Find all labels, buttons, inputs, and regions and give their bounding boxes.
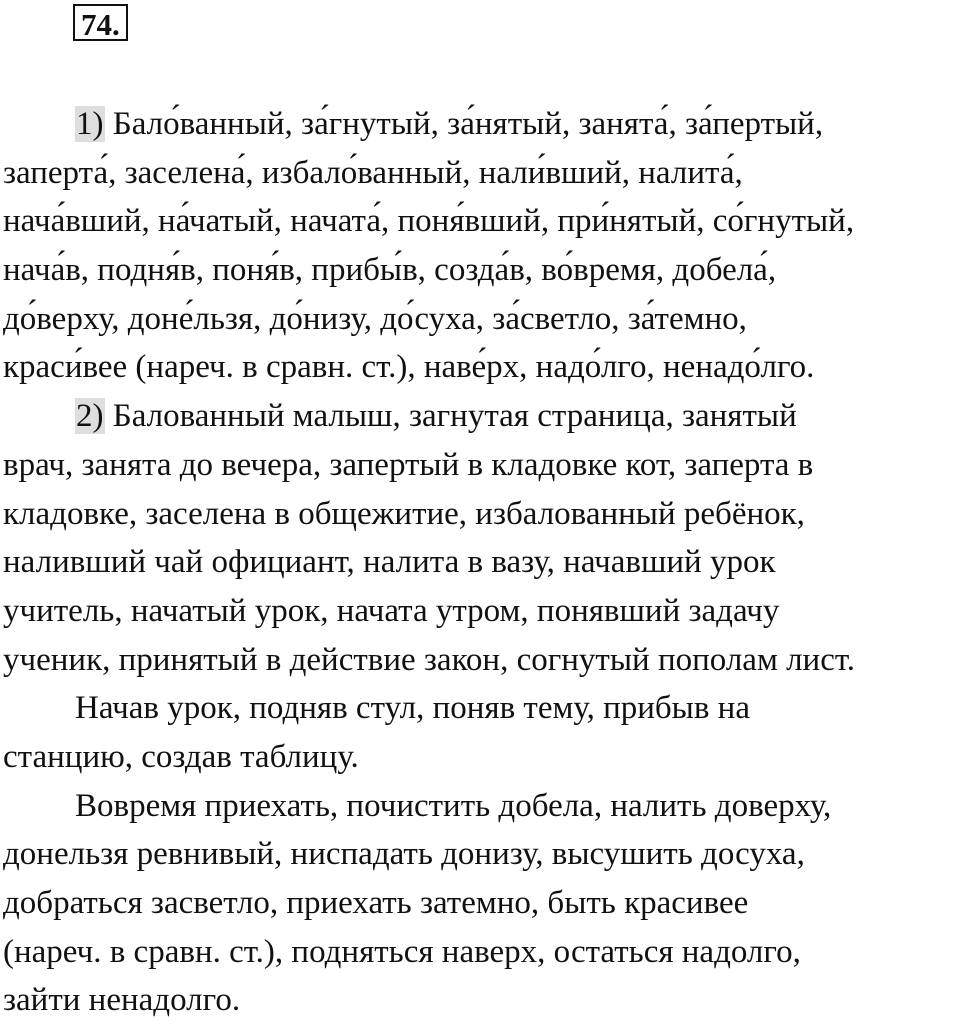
part2-first-line [3,392,953,441]
text-line: зайти ненадолго. [3,982,241,1019]
part2-marker: 2) [76,398,104,435]
text-line: Бало́ванный, за́гнутый, за́нятый, занята́, за́пертый, [104,106,824,142]
text-line: нача́вший, на́чатый, начата́, поня́вший, при́нятый, со́гнутый, [3,203,855,240]
part1-marker: 1) [76,106,104,142]
text-line: до́верху, доне́льзя, до́низу, до́суха, за́светло, за́темно, [3,300,747,337]
text-line: станцию, создав таблицу. [3,738,359,775]
part1-first-line [3,100,953,149]
text-line: заперта́, заселена́, избало́ванный, нали́вший, налита́, [3,154,743,191]
text-line: ученик, принятый в действие закон, согнутый пополам лист. [3,641,856,678]
text-line: краси́вее (нареч. в сравн. ст.), наве́рх, надо́лго, ненадо́лго. [3,349,815,386]
text-line: (нареч. в сравн. ст.), подняться наверх, остаться надолго, [3,933,801,970]
text-line: учитель, начатый урок, начата утром, понявший задачу [3,592,780,629]
text-line: донельзя ревнивый, ниспадать донизу, высушить досуха, [3,836,805,873]
exercise-content [3,100,953,1025]
text-line: врач, занята до вечера, запертый в кладовке кот, заперта в [3,446,814,483]
exercise-number: 74. [73,4,128,41]
text-line: Балованный малыш, загнутая страница, занятый [104,398,797,435]
text-line: добраться засветло, приехать затемно, быть красивее [3,885,749,921]
text-line: кладовке, заселена в общежитие, избалованный ребёнок, [3,495,805,532]
text-line: наливший чай официант, налита в вазу, начавший урок [3,544,776,581]
text-line: нача́в, подня́в, поня́в, прибы́в, созда́в, во́время, добела́, [3,252,777,289]
text-line: Вовремя приехать, почистить добела, налить доверху, [75,787,832,824]
text-line: Начав урок, подняв стул, поняв тему, прибыв на [75,690,750,727]
